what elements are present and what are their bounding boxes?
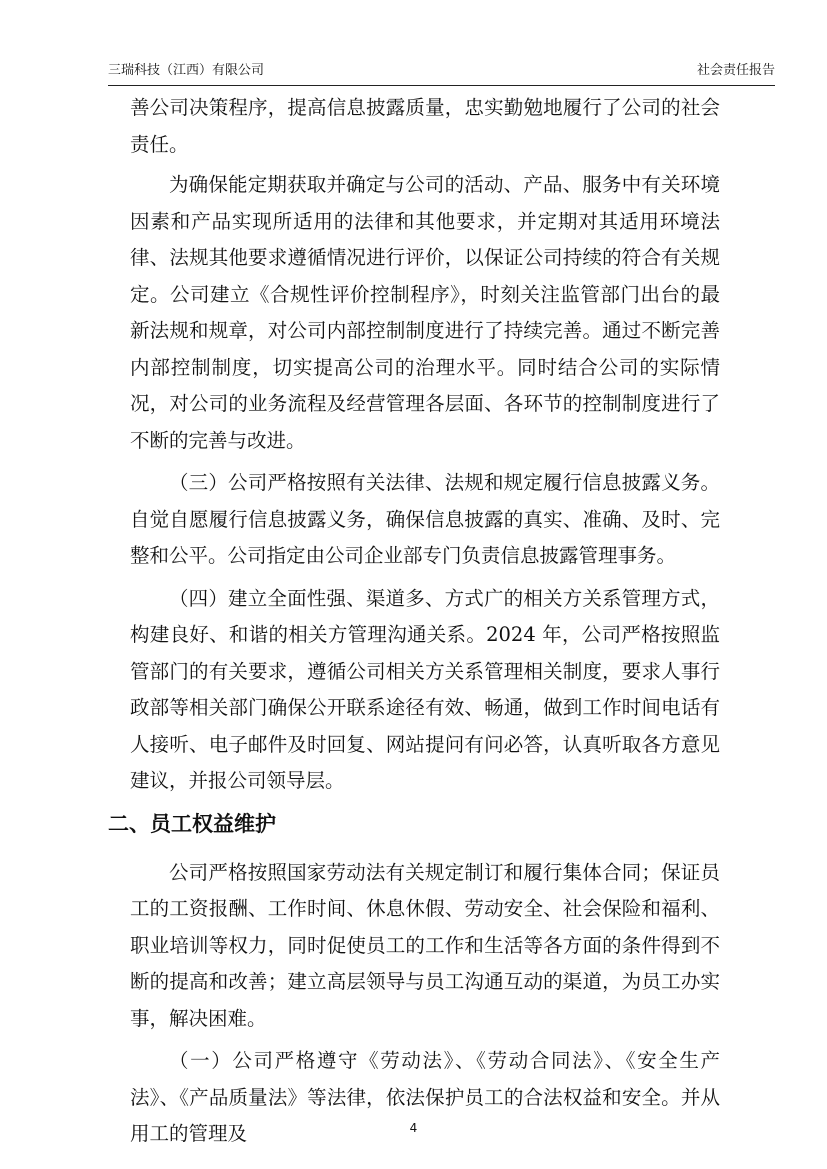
paragraph-disclosure: （三）公司严格按照有关法律、法规和规定履行信息披露义务。自觉自愿履行信息披露义务，确保信息披露的真实、准确、及时、完整和公平。公司指定由公司企业部专门负责信息披露管理事务。 <box>130 471 720 567</box>
paragraph-compliance: 为确保能定期获取并确定与公司的活动、产品、服务中有关环境因素和产品实现所适用的法律和其他要求，并定期对其适用环境法律、法规其他要求遵循情况进行评价，以保证公司持续的符合有关规定。公司建立《合规性评价控制程序》，时刻关注监管部门出台的最新法规和规章，对公司内部控制制度进行了持续完善。通过不断完善内部控制制度，切实提高公司的治理水平。同时结合公司的实际情况，对公司的业务流程及经营管理各层面、各环节的控制制度进行了不断的完善与改进。 <box>130 173 720 452</box>
page-number: 4 <box>409 1121 418 1135</box>
continued-line: 善公司决策程序，提高信息披露质量，忠实勤勉地履行了公司的社会责任。 <box>130 96 720 156</box>
section-heading: 二、员工权益维护 <box>108 811 276 836</box>
paragraph-employee-rights: 公司严格按照国家劳动法有关规定制订和履行集体合同；保证员工的工资报酬、工作时间、休息休假、劳动安全、社会保险和福利、职业培训等权力，同时促使员工的工作和生活等各方面的条件得到不断的提高和改善；建立高层领导与员工沟通互动的渠道，为员工办实事，解决困难。 <box>130 860 720 1030</box>
document-body <box>108 90 720 1159</box>
header-report-title: 社会责任报告 <box>696 63 775 78</box>
page-header <box>108 61 775 86</box>
paragraph-stakeholder: （四）建立全面性强、渠道多、方式广的相关方关系管理方式，构建良好、和谐的相关方管理沟通关系。2024 年，公司严格按照监管部门的有关要求，遵循公司相关方关系管理相关制度，要求人事行政部等相关部门确保公开联系途径有效、畅通，做到工作时间电话有人接听、电子邮件及时回复、网站提问有问必答，认真听取各方意见建议，并报公司领导层。 <box>130 586 720 792</box>
paragraph-labor-law: （一）公司严格遵守《劳动法》、《劳动合同法》、《安全生产法》、《产品质量法》等法律，依法保护员工的合法权益和安全。并从用工的管理及 <box>130 1049 720 1145</box>
header-company-name: 三瑞科技（江西）有限公司 <box>108 63 265 78</box>
